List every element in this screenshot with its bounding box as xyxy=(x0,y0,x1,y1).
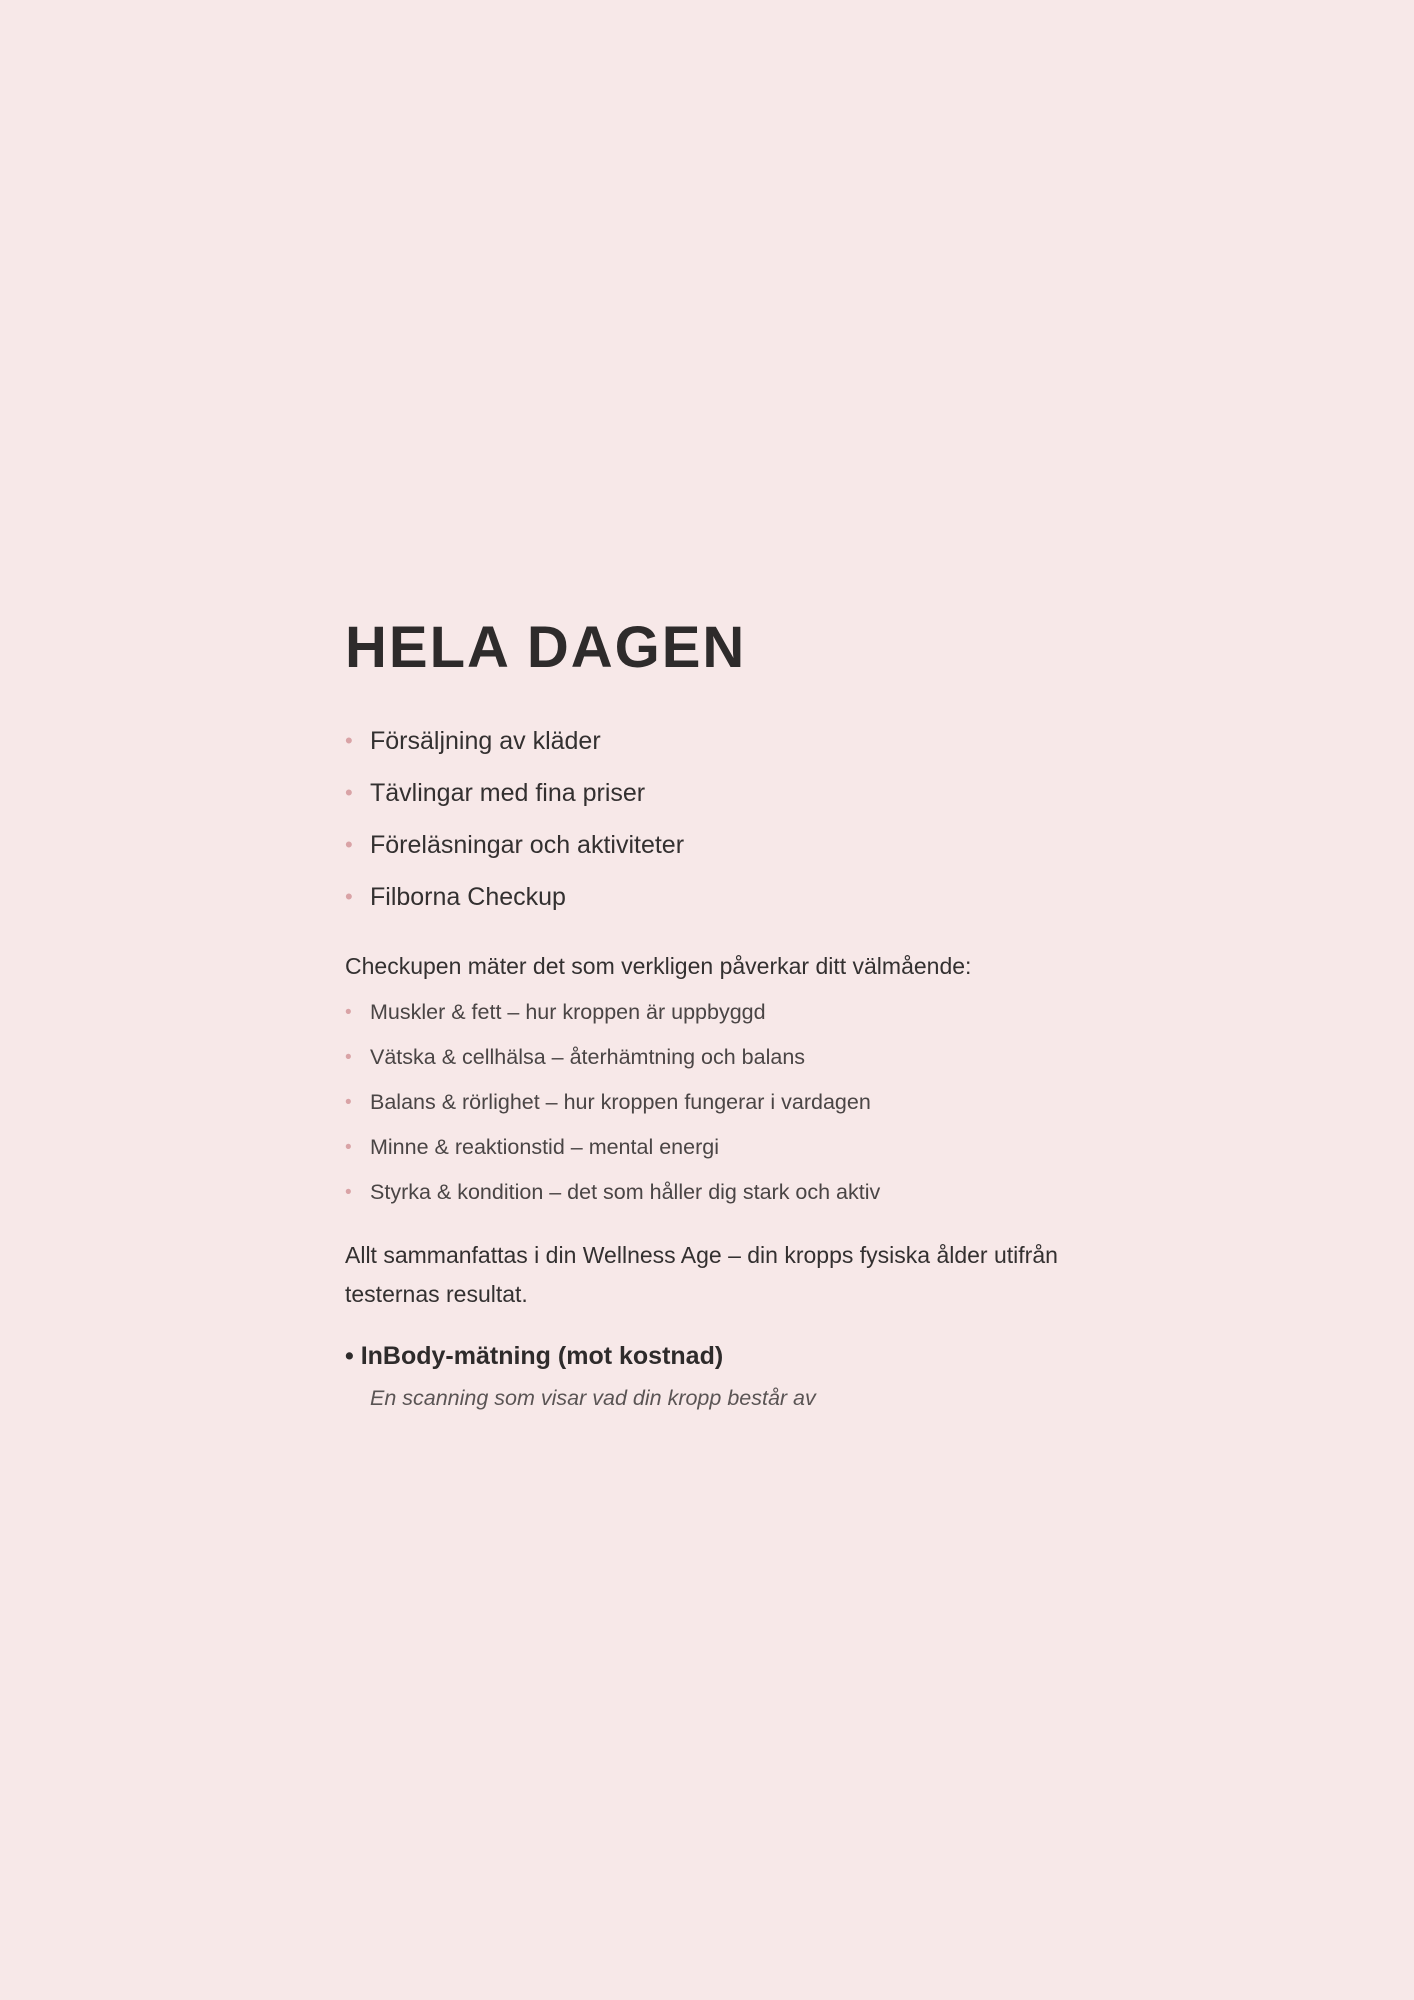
list-item xyxy=(345,1044,1085,1071)
list-item xyxy=(345,999,1085,1026)
list-item xyxy=(345,1134,1085,1161)
bullet-icon: • xyxy=(345,884,353,909)
inbody-title: • InBody-mätning (mot kostnad) xyxy=(345,1342,724,1370)
bullet-icon: • xyxy=(345,1047,352,1068)
inbody-section xyxy=(345,1340,1085,1412)
wellness-summary: Allt sammanfattas i din Wellness Age – din kropps fysiska ålder utifrån testernas resultat. xyxy=(345,1242,1058,1307)
list-item xyxy=(345,778,1085,808)
list-item xyxy=(345,1089,1085,1116)
list-item xyxy=(345,1179,1085,1206)
list-item-label: Vätska & cellhälsa – återhämtning och balans xyxy=(370,1045,806,1069)
list-item-label: Filborna Checkup xyxy=(370,883,566,911)
list-item-label: Föreläsningar och aktiviteter xyxy=(370,831,685,859)
checkup-intro: Checkupen mäter det som verkligen påverkar ditt välmående: xyxy=(345,953,972,979)
list-item-label: Minne & reaktionstid – mental energi xyxy=(370,1135,719,1159)
bullet-icon: • xyxy=(345,832,353,857)
list-item xyxy=(345,726,1085,756)
list-item xyxy=(345,830,1085,860)
list-item xyxy=(345,882,1085,912)
bullet-icon: • xyxy=(345,728,353,753)
list-item-label: Balans & rörlighet – hur kroppen fungerar i vardagen xyxy=(370,1090,871,1114)
list-item-label: Försäljning av kläder xyxy=(370,727,601,755)
bullet-icon: • xyxy=(345,1182,352,1203)
inbody-description: En scanning som visar vad din kropp består av xyxy=(370,1386,816,1410)
main-list xyxy=(345,726,1085,912)
bullet-icon: • xyxy=(345,1002,352,1023)
content-area xyxy=(345,610,1085,1412)
bullet-icon: • xyxy=(345,1092,352,1113)
bullet-icon: • xyxy=(345,780,353,805)
page-title: HELA DAGEN xyxy=(345,615,747,680)
bullet-icon: • xyxy=(345,1137,352,1158)
list-item-label: Styrka & kondition – det som håller dig stark och aktiv xyxy=(370,1180,881,1204)
checkup-list xyxy=(345,999,1085,1206)
list-item-label: Tävlingar med fina priser xyxy=(370,779,646,807)
list-item-label: Muskler & fett – hur kroppen är uppbyggd xyxy=(370,1000,766,1024)
